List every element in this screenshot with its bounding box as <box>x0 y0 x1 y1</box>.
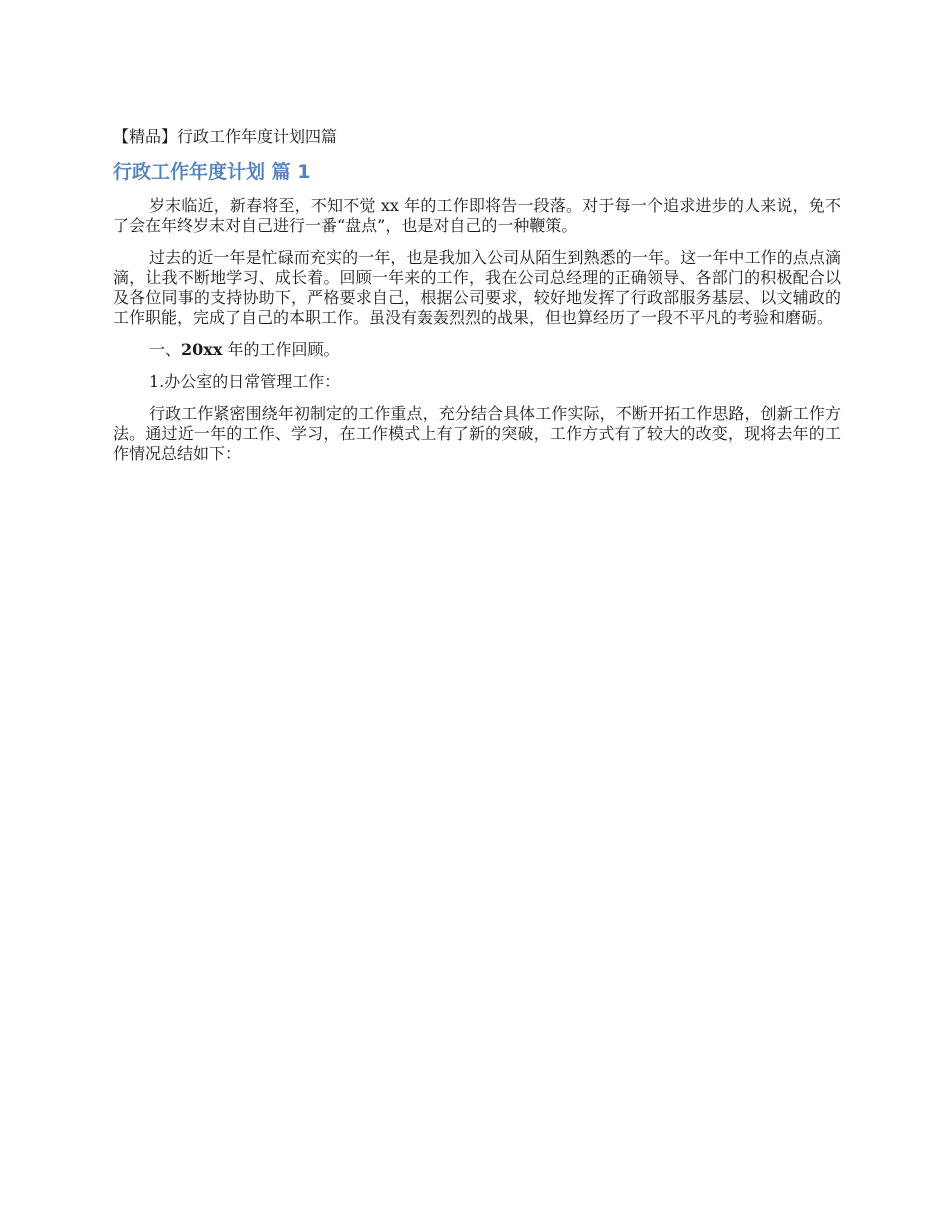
review-heading-prefix: 一、 <box>149 340 182 359</box>
section-heading: 行政工作年度计划 篇 1 <box>113 161 311 183</box>
review-heading-year: 20xx <box>181 340 223 359</box>
sub-heading: 1.办公室的日常管理工作： <box>149 372 341 391</box>
review-heading-suffix: 年的工作回顾。 <box>222 340 340 359</box>
paragraph-closing: 行政工作紧密围绕年初制定的工作重点，充分结合具体工作实际，不断开拓工作思路，创新工作方法。通过近一年的工作、学习，在工作模式上有了新的突破，工作方式有了较大的改变，现将去年的工作情况总结如下： <box>113 404 841 463</box>
paragraph-review: 过去的近一年是忙碌而充实的一年，也是我加入公司从陌生到熟悉的一年。这一年中工作的点点滴滴，让我不断地学习、成长着。回顾一年来的工作，我在公司总经理的正确领导、各部门的积极配合以及各位同事的支持协助下，严格要求自己，根据公司要求，较好地发挥了行政部服务基层、以文辅政的工作职能，完成了自己的本职工作。虽没有轰轰烈烈的战果，但也算经历了一段不平凡的考验和磨砺。 <box>113 248 841 327</box>
document-title: 【精品】行政工作年度计划四篇 <box>113 127 338 146</box>
paragraph-intro: 岁末临近，新春将至，不知不觉 xx 年的工作即将告一段落。对于每一个追求进步的人来说，免不了会在年终岁末对自己进行一番“盘点”，也是对自己的一种鞭策。 <box>113 196 841 235</box>
document-page <box>113 124 841 476</box>
review-heading <box>113 340 841 360</box>
